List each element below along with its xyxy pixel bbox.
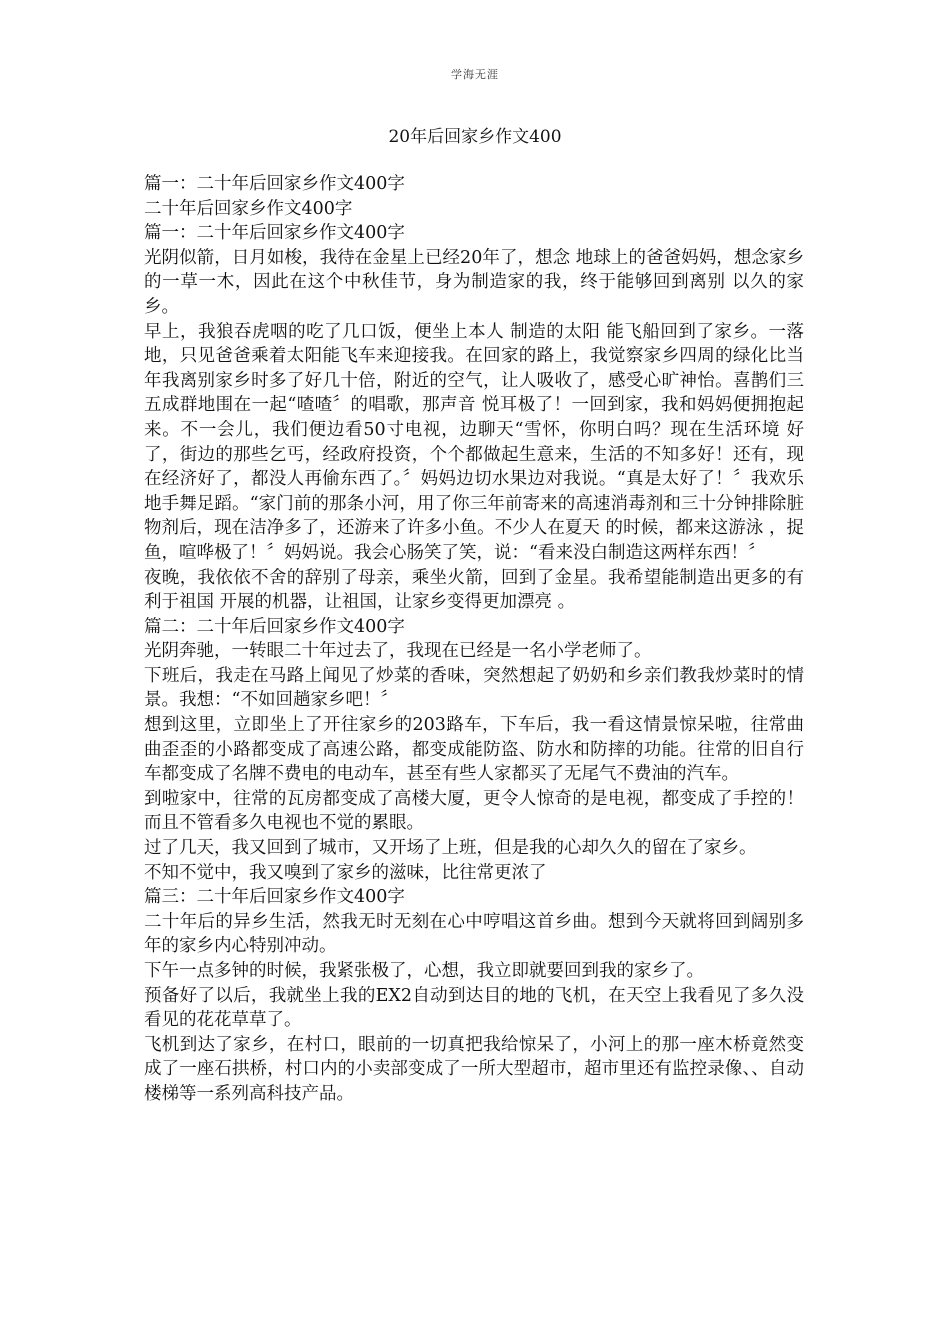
- paragraph: 不知不觉中，我又嗅到了家乡的滋味，比往常更浓了: [144, 862, 547, 883]
- paragraph: 篇一：二十年后回家乡作文400字: [144, 174, 405, 194]
- paragraph: 早上，我狼吞虎咽的吃了几口饭，便坐上本人 制造的太阳 能飞船回到了家乡。一落地，只见爸爸乘着太阳能飞车来迎接我。在回家的路上，我觉察家乡四周的绿化比当年我离别家乡时多了好几十倍，附近的空气，让人吸收了，感受心旷神怡。喜鹊们三五成群地围在一起“喳喳〞的唱歌，那声音 悦耳极了！一回到家，我和妈妈便拥抱起来。不一会儿，我们便边看50寸电视，边聊天“雪怀，你明白吗？现在生活环境 好了，街边的那些乞丐，经政府投资，个个都做起生意来，生活的不知多好！还有，现在经济好了，都没人再偷东西了。〞妈妈边切水果边对我说。“真是太好了！〞我欢乐地手舞足蹈。“家门前的那条小河，用了你三年前寄来的高速消毒剂和三十分钟排除脏物剂后，现在洁净多了，还游来了许多小鱼。不少人在夏天 的时候，都来这游泳 ，捉鱼，喧哗极了！〞妈妈说。我会心肠笑了笑，说：“看来没白制造这两样东西！〞: [144, 321, 804, 563]
- paragraph: 篇一：二十年后回家乡作文400字: [144, 223, 405, 244]
- paragraph: 下班后，我走在马路上闻见了炒菜的香味，突然想起了奶奶和乡亲们教我炒菜时的情景。我想：“不如回趟家乡吧！〞: [144, 665, 804, 711]
- paragraph: 光阴奔驰，一转眼二十年过去了，我现在已经是一名小学老师了。: [144, 641, 652, 662]
- running-header: 学海无涯: [451, 68, 499, 81]
- paragraph: 二十年后回家乡作文400字: [144, 198, 353, 219]
- paragraph: 下午一点多钟的时候，我紧张极了，心想，我立即就要回到我的家乡了。: [144, 961, 704, 981]
- paragraph: 预备好了以后，我就坐上我的EX2自动到达目的地的飞机，在天空上我看见了多久没看见的花花草草了。: [144, 985, 804, 1031]
- paragraph: 篇三：二十年后回家乡作文400字: [144, 887, 405, 908]
- paragraph: 飞机到达了家乡，在村口，眼前的一切真把我给惊呆了，小河上的那一座木桥竟然变成了一座石拱桥，村口内的小卖部变成了一所大型超市，超市里还有监控录像、、自动楼梯等一系列高科技产品。: [144, 1034, 804, 1104]
- paragraph: 过了几天，我又回到了城市，又开场了上班，但是我的心却久久的留在了家乡。: [144, 838, 757, 859]
- document-body: [144, 172, 804, 1107]
- paragraph: 到啦家中，往常的瓦房都变成了高楼大厦，更令人惊奇的是电视，都变成了手控的！而且不管看多久电视也不觉的累眼。: [144, 788, 804, 834]
- document-title: 20年后回家乡作文400: [388, 127, 562, 147]
- paragraph: 篇二：二十年后回家乡作文400字: [144, 616, 405, 637]
- paragraph: 夜晚，我依依不舍的辞别了母亲，乘坐火箭，回到了金星。我希望能制造出更多的有利于祖国 开展的机器，让祖国，让家乡变得更加漂亮 。: [144, 567, 804, 613]
- paragraph: 光阴似箭，日月如梭，我待在金星上已经20年了，想念 地球上的爸爸妈妈，想念家乡 的一草一木，因此在这个中秋佳节，身为制造家的我，终于能够回到离别 以久的家乡。: [144, 247, 804, 317]
- paragraph: 二十年后的异乡生活，然我无时无刻在心中哼唱这首乡曲。想到今天就将回到阔别多年的家乡内心特别冲动。: [144, 911, 804, 957]
- paragraph: 想到这里，立即坐上了开往家乡的203路车，下车后，我一看这情景惊呆啦，往常曲曲歪歪的小路都变成了高速公路，都变成能防盗、防水和防摔的功能。往常的旧自行车都变成了名牌不费电的电动车，甚至有些人家都买了无尾气不费油的汽车。: [144, 715, 804, 785]
